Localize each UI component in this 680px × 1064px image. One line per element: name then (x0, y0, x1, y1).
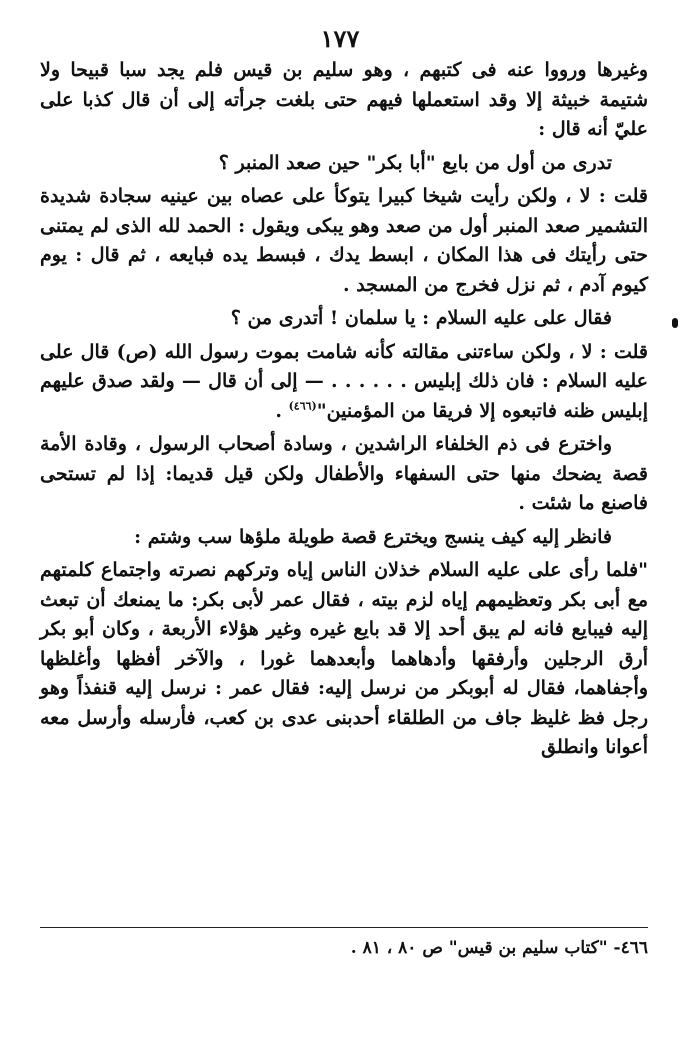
paragraph: فقال على عليه السلام : يا سلمان ! أتدرى من ؟ (230, 307, 612, 329)
paragraph-text: قلت : لا ، ولكن ساءتنى مقالته كأنه شامت بموت رسول الله (ص) قال على عليه السلام : فان ذلك إبليس . . . . . . — إلى أن قال — ولقد صدق عليهم إبليس ظنه فاتبعوه إلا فريقا من المؤمنين" (40, 340, 648, 422)
paragraph: تدرى من أول من بايع "أبا بكر" حين صعد المنبر ؟ (218, 151, 612, 174)
margin-mark (672, 318, 678, 328)
paragraph (40, 338, 648, 427)
paragraph: فانظر إليه كيف ينسج ويخترع قصة طويلة ملؤها سب وشتم : (134, 525, 612, 548)
footnote: ٤٦٦- "كتاب سليم بن قيس" ص ٨٠ ، ٨١ . (350, 938, 648, 958)
paragraph: واخترع فى ذم الخلفاء الراشدين ، وسادة أصحاب الرسول ، وقادة الأمة قصة يضحك منها حتى السفهاء والأطفال ولكن قيل قديما: إذا لم تستحى فاصنع ما شئت . (40, 433, 648, 514)
paragraph: وغيرها ورووا عنه فى كتبهم ، وهو سليم بن قيس فلم يجد سبا قبيحا ولا شتيمة خبيثة إلا وقد استعملها فيهم حتى بلغت جرأته إلى أن قال كذبا على عليّ أنه قال : (40, 59, 648, 140)
body-text (40, 56, 648, 763)
quoted-paragraph: "فلما رأى على عليه السلام خذلان الناس إياه وتركهم نصرته واجتماع كلمتهم مع أبى بكر وتعظيمهم إياه لزم بيته ، فقال عمر لأبى بكر: ما يمنعك أن تبعث إليه فيبايع فانه لم يبق أحد إلا قد بايع غيره وغير هؤلاء الأربعة ، وكان أبو بكر أرق الرجلين وأرفقها وأدهاهما وأبعدهما غورا ، والآخر أفظها وأغلظها وأجفاهما، فقال له أبوبكر من نرسل إليه: فقال عمر : نرسل إليه قنفذاً وهو رجل فظ غليظ جاف من الطلقاء أحدبنى عدى بن كعب، فأرسله وأرسل معه أعوانا وانطلق (40, 559, 648, 758)
footnote-divider (40, 927, 648, 928)
page-number: ١٧٧ (320, 24, 360, 53)
paragraph-text-end: . (275, 399, 289, 422)
paragraph: قلت : لا ، ولكن رأيت شيخا كبيرا يتوكأ على عصاه بين عينيه سجادة شديدة التشمير صعد المنبر أول من صعد وهو يبكى ويقول : الحمد لله الذى لم يمتنى حتى رأيتك فى هذا المكان ، ابسط يدك ، فبسط يده فبايعه ، ثم قال : يوم كيوم آدم ، ثم نزل فخرج من المسجد . (40, 185, 648, 296)
footnote-reference: (٤٦٦) (288, 399, 317, 413)
